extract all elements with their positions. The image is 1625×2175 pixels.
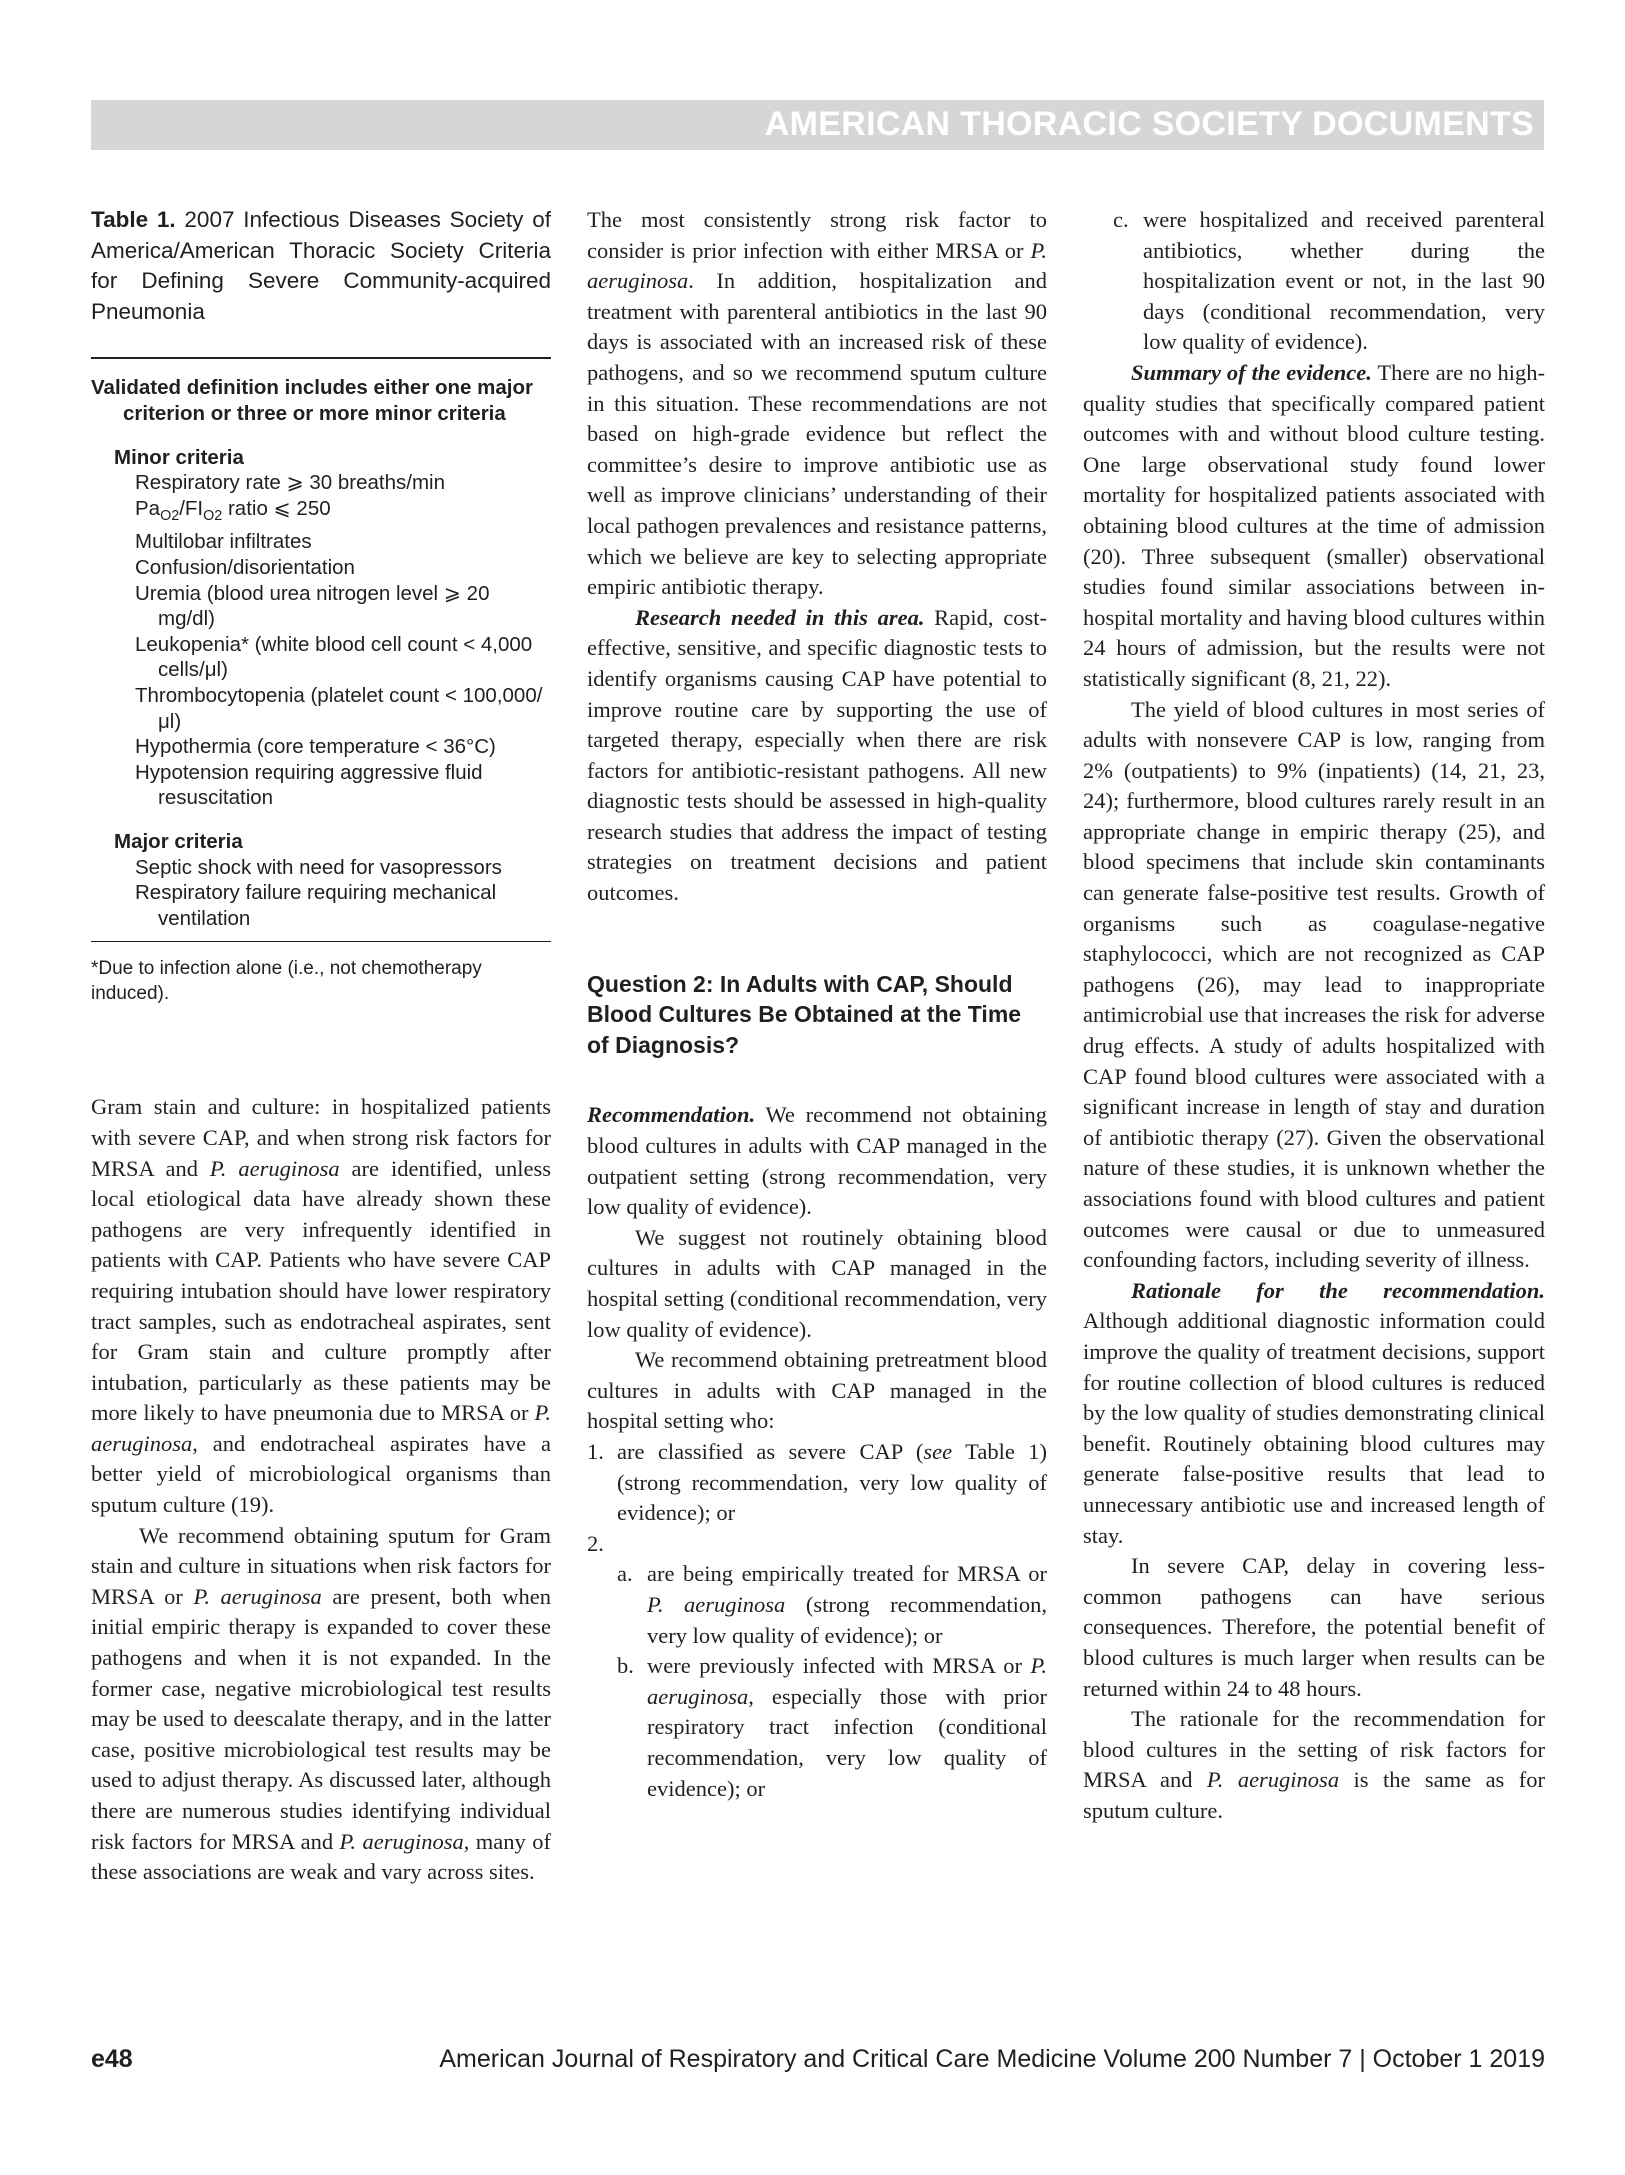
run-in-heading: Summary of the evidence. xyxy=(1131,359,1372,385)
run-in-heading: Research needed in this area. xyxy=(635,604,925,630)
run-in-heading: Recommendation. xyxy=(587,1102,756,1128)
paragraph: We recommend obtaining pretreatment blood cultures in adults with CAP managed in the hospital setting who: xyxy=(587,1347,1047,1434)
major-criteria-heading: Major criteria xyxy=(114,829,243,853)
sub-list-item: b. were previously infected with MRSA or P. aeruginosa, especially those with prior respiratory tract infection (conditional recommendation, very low quality of evidence); or xyxy=(617,1653,1047,1801)
table-label: Table 1. xyxy=(91,207,176,232)
banner-title: AMERICAN THORACIC SOCIETY DOCUMENTS xyxy=(764,105,1534,143)
table-caption xyxy=(91,205,551,327)
minor-criterion: Confusion/disorientation xyxy=(135,556,355,580)
paragraph: The most consistently strong risk factor to consider is prior infection with either MRSA or P. aeruginosa. In addition, hospitalization and treatment with parenteral antibiotics in the last 90 days is associated with an increased risk of these pathogens, and so we recommend sputum culture in this situation. These recommendations are not based on high-grade evidence but reflect the committee’s desire to improve antibiotic use as well as improve clinicians’ understanding of their local pathogen prevalences and resistance patterns, which we believe are key to selecting appropriate empiric antibiotic therapy. xyxy=(587,207,1047,600)
paragraph: The rationale for the recommendation for blood cultures in the setting of risk factors for MRSA and P. aeruginosa is the same as for sputum culture. xyxy=(1083,1706,1545,1823)
minor-criterion: Multilobar infiltrates xyxy=(135,530,312,554)
paragraph: In severe CAP, delay in covering less-common pathogens can have serious consequences. Therefore, the potential benefit of blood cultures is much larger when results can be returned within 24 to 48 hours. xyxy=(1083,1553,1545,1701)
paragraph-summary: Summary of the evidence. There are no high-quality studies that specifically compared patient outcomes with and without blood culture testing. One large observational study found lower mortality for hospitalized patients associated with obtaining blood cultures at the time of admission (20). Three subsequent (smaller) observational studies found similar associations between in-hospital mortality and having blood cultures within 24 hours of admission, but the results were not statistically significant (8, 21, 22). xyxy=(1083,359,1545,691)
table-footnote: *Due to infection alone (i.e., not chemotherapy induced). xyxy=(91,958,482,1005)
table-bottom-rule xyxy=(91,941,551,942)
list-item: 2. xyxy=(587,1530,604,1556)
page-number: e48 xyxy=(91,2045,133,2073)
column-1 xyxy=(91,205,551,1888)
paragraph-research-needed: Research needed in this area. Rapid, cost-effective, sensitive, and specific diagnostic tests to identify organisms causing CAP have potential to improve routine care by supporting the use of targeted therapy, especially when there are risk factors for antibiotic-resistant pathogens. All new diagnostic tests should be assessed in high-quality research studies that address the impact of testing strategies on treatment decisions and patient outcomes. xyxy=(587,604,1047,906)
section-heading-question-2: Question 2: In Adults with CAP, Should Blood Cultures Be Obtained at the Time of Diagnosis? xyxy=(587,970,1022,1058)
minor-criterion: Respiratory rate ⩾ 30 breaths/min xyxy=(135,471,446,495)
minor-criteria-heading: Minor criteria xyxy=(114,445,244,469)
column-3 xyxy=(1083,205,1545,1826)
paragraph-recommendation: Recommendation. We recommend not obtaining blood cultures in adults with CAP managed in the outpatient setting (strong recommendation, very low quality of evidence). xyxy=(587,1102,1047,1220)
paragraph: We recommend obtaining sputum for Gram stain and culture in situations when risk factors for MRSA or P. aeruginosa are present, both when initial empiric therapy is expanded to cover these pathogens and when it is not expanded. In the former case, negative microbiological test results may be used to deescalate therapy, and in the latter case, positive microbiological test results may be used to adjust therapy. As discussed later, although there are numerous studies identifying individual risk factors for MRSA and P. aeruginosa, many of these associations are weak and vary across sites. xyxy=(91,1522,552,1885)
column-2 xyxy=(587,205,1047,1804)
list-item: 1. are classified as severe CAP (see Table 1) (strong recommendation, very low quality of evidence); or xyxy=(587,1438,1048,1526)
journal-citation: American Journal of Respiratory and Critical Care Medicine Volume 200 Number 7 | October 1 2019 xyxy=(439,2045,1545,2073)
criteria-table xyxy=(91,375,551,931)
journal-section-banner xyxy=(91,100,1544,150)
major-criterion: Respiratory failure requiring mechanical ventilation xyxy=(135,881,497,930)
table-definition: Validated definition includes either one major criterion or three or more minor criteria xyxy=(91,376,533,425)
minor-criterion: Leukopenia* (white blood cell count < 4,000 cells/μl) xyxy=(135,632,533,682)
paragraph: We suggest not routinely obtaining blood cultures in adults with CAP managed in the hospital setting (conditional recommendation, very low quality of evidence). xyxy=(587,1224,1047,1342)
sub-list-item: a. are being empirically treated for MRSA or P. aeruginosa (strong recommendation, very low quality of evidence); or xyxy=(617,1561,1048,1648)
recommendation-list xyxy=(587,1437,1047,1804)
sub-list-item: c. were hospitalized and received parenteral antibiotics, whether during the hospitalization event or not, in the last 90 days (conditional recommendation, very low quality of evidence). xyxy=(1113,207,1545,355)
minor-criterion-pao2: $Pa_{O2}/FI_{O2}$ ratio ⩽ 250 xyxy=(135,496,331,524)
paragraph: The yield of blood cultures in most series of adults with nonsevere CAP is low, ranging from 2% (outpatients) to 9% (inpatients) (14, 21, 23, 24); furthermore, blood cultures rarely result in an appropriate change in empiric therapy (25), and blood specimens that include skin contaminants can generate false-positive test results. Growth of organisms such as coagulase-negative staphylococci, which are not recognized as CAP pathogens (26), may lead to inappropriate antimicrobial use that increases the risk for adverse drug effects. A study of adults hospitalized with CAP found blood cultures were associated with a significant increase in length of stay and duration of antibiotic therapy (27). Given the observational nature of these studies, it is unknown whether the associations found with blood cultures and patient outcomes were causal or due to unmeasured confounding factors, including severity of illness. xyxy=(1083,696,1545,1273)
run-in-heading: Rationale for the recommendation. xyxy=(1131,1277,1545,1303)
minor-criterion: Hypotension requiring aggressive fluid resuscitation xyxy=(135,760,483,810)
column-1-body xyxy=(91,1092,551,1887)
minor-criterion: Thrombocytopenia (platelet count < 100,000/μl) xyxy=(135,684,543,733)
table-caption-text: 2007 Infectious Diseases Society of America/American Thoracic Society Criteria for Defining Severe Community-acquired Pneumonia xyxy=(91,207,551,324)
minor-criterion: Hypothermia (core temperature < 36°C) xyxy=(135,735,496,759)
table-top-rule xyxy=(91,357,551,359)
minor-criterion: Uremia (blood urea nitrogen level ⩾ 20 mg/dl) xyxy=(135,581,490,631)
major-criterion: Septic shock with need for vasopressors xyxy=(135,855,502,879)
paragraph: Gram stain and culture: in hospitalized patients with severe CAP, and when strong risk factors for MRSA and P. aeruginosa are identified, unless local etiological data have already shown these pathogens are very infrequently identified in patients with CAP. Patients who have severe CAP requiring intubation should have lower respiratory tract samples, such as endotracheal aspirates, sent for Gram stain and culture promptly after intubation, particularly as these patients may be more likely to have pneumonia due to MRSA or P. aeruginosa, and endotracheal aspirates have a better yield of microbiological organisms than sputum culture (19). xyxy=(91,1094,551,1518)
paragraph-rationale: Rationale for the recommendation. Although additional diagnostic information could improve the quality of treatment decisions, support for routine collection of blood cultures is reduced by the low quality of studies demonstrating clinical benefit. Routinely obtaining blood cultures may generate false-positive results that lead to unnecessary antibiotic use and increased length of stay. xyxy=(1083,1277,1545,1548)
